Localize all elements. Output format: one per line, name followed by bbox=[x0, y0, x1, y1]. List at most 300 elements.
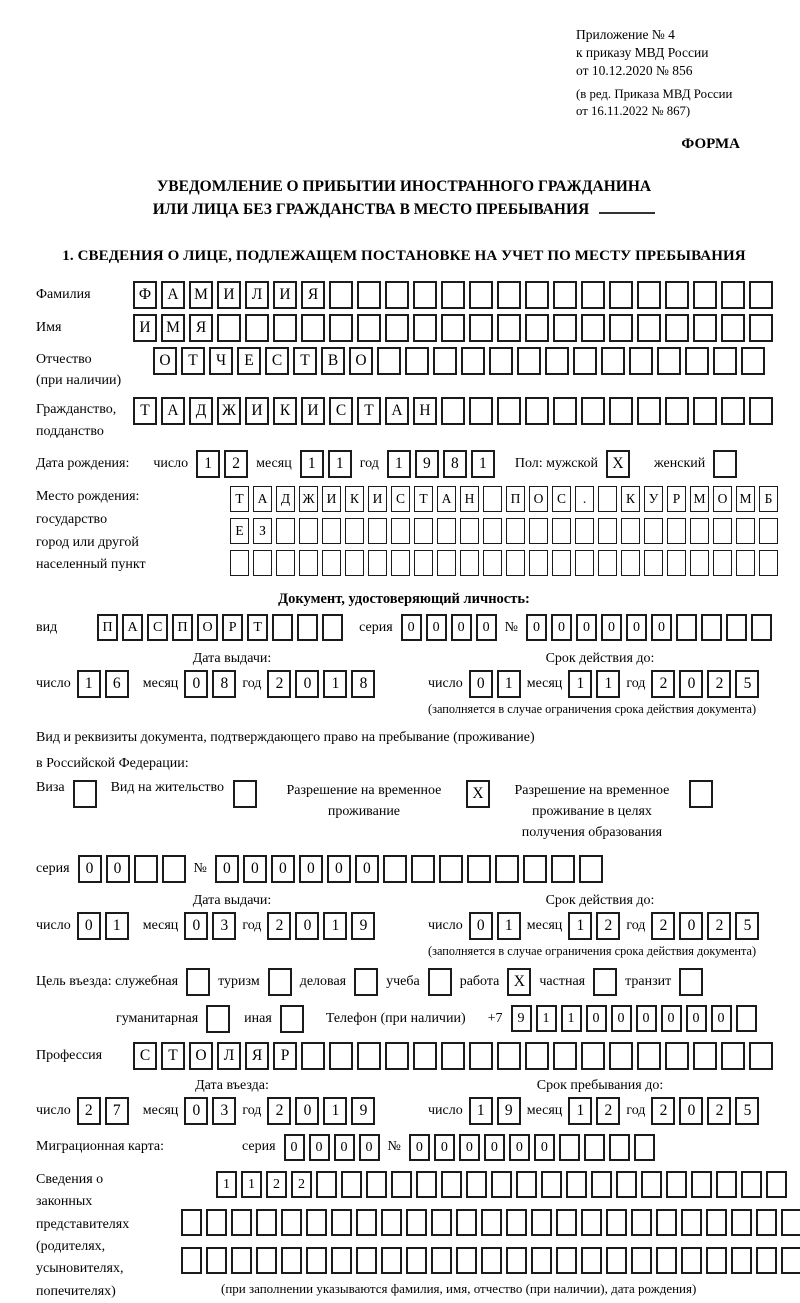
form-cell[interactable]: 1 bbox=[328, 450, 352, 478]
form-cell[interactable] bbox=[301, 1042, 325, 1070]
form-cell[interactable]: 0 bbox=[459, 1134, 480, 1161]
form-cell[interactable]: 0 bbox=[434, 1134, 455, 1161]
form-cell[interactable] bbox=[441, 314, 465, 342]
form-cell[interactable] bbox=[331, 1209, 352, 1236]
form-cell[interactable] bbox=[322, 550, 341, 576]
temp-residence-checkbox[interactable]: X bbox=[466, 780, 490, 808]
form-cell[interactable]: 1 bbox=[300, 450, 324, 478]
form-cell[interactable] bbox=[497, 1042, 521, 1070]
form-cell[interactable]: Н bbox=[460, 486, 479, 512]
form-cell[interactable] bbox=[391, 1171, 412, 1198]
form-cell[interactable]: 9 bbox=[511, 1005, 532, 1032]
form-cell[interactable] bbox=[631, 1209, 652, 1236]
form-cell[interactable] bbox=[483, 550, 502, 576]
form-cell[interactable] bbox=[575, 550, 594, 576]
form-cell[interactable] bbox=[461, 347, 485, 375]
form-cell[interactable]: О bbox=[713, 486, 732, 512]
form-cell[interactable] bbox=[606, 1247, 627, 1274]
form-cell[interactable] bbox=[601, 347, 625, 375]
form-cell[interactable]: И bbox=[273, 281, 297, 309]
form-cell[interactable]: 1 bbox=[387, 450, 411, 478]
form-cell[interactable] bbox=[676, 614, 697, 641]
form-cell[interactable]: 0 bbox=[626, 614, 647, 641]
form-cell[interactable] bbox=[329, 1042, 353, 1070]
form-cell[interactable]: 0 bbox=[106, 855, 130, 883]
form-cell[interactable] bbox=[781, 1247, 800, 1274]
form-cell[interactable]: 0 bbox=[526, 614, 547, 641]
form-cell[interactable] bbox=[556, 1209, 577, 1236]
form-cell[interactable]: Д bbox=[189, 397, 213, 425]
form-cell[interactable] bbox=[281, 1247, 302, 1274]
form-cell[interactable] bbox=[414, 518, 433, 544]
form-cell[interactable]: 2 bbox=[267, 1097, 291, 1125]
form-cell[interactable] bbox=[701, 614, 722, 641]
form-cell[interactable]: О bbox=[189, 1042, 213, 1070]
form-cell[interactable]: 0 bbox=[611, 1005, 632, 1032]
form-cell[interactable] bbox=[301, 314, 325, 342]
form-cell[interactable]: 9 bbox=[415, 450, 439, 478]
form-cell[interactable] bbox=[245, 314, 269, 342]
form-cell[interactable] bbox=[721, 314, 745, 342]
form-cell[interactable] bbox=[368, 550, 387, 576]
form-cell[interactable] bbox=[726, 614, 747, 641]
form-cell[interactable] bbox=[741, 347, 765, 375]
form-cell[interactable] bbox=[552, 518, 571, 544]
form-cell[interactable] bbox=[706, 1209, 727, 1236]
form-cell[interactable] bbox=[713, 518, 732, 544]
form-cell[interactable]: 6 bbox=[105, 670, 129, 698]
form-cell[interactable]: И bbox=[217, 281, 241, 309]
form-cell[interactable] bbox=[690, 550, 709, 576]
form-cell[interactable] bbox=[523, 855, 547, 883]
form-cell[interactable] bbox=[693, 1042, 717, 1070]
form-cell[interactable] bbox=[606, 1209, 627, 1236]
form-cell[interactable] bbox=[581, 281, 605, 309]
form-cell[interactable]: 0 bbox=[426, 614, 447, 641]
form-cell[interactable]: 8 bbox=[351, 670, 375, 698]
form-cell[interactable]: 1 bbox=[323, 1097, 347, 1125]
purpose-official-checkbox[interactable] bbox=[186, 968, 210, 996]
form-cell[interactable] bbox=[416, 1171, 437, 1198]
form-cell[interactable] bbox=[345, 550, 364, 576]
form-cell[interactable]: 2 bbox=[651, 670, 675, 698]
form-cell[interactable]: 0 bbox=[586, 1005, 607, 1032]
form-cell[interactable]: 1 bbox=[77, 670, 101, 698]
form-cell[interactable]: 0 bbox=[184, 670, 208, 698]
form-cell[interactable] bbox=[637, 314, 661, 342]
purpose-study-checkbox[interactable] bbox=[428, 968, 452, 996]
form-cell[interactable]: 2 bbox=[651, 912, 675, 940]
form-cell[interactable] bbox=[385, 314, 409, 342]
form-cell[interactable] bbox=[731, 1247, 752, 1274]
form-cell[interactable] bbox=[525, 397, 549, 425]
purpose-other-checkbox[interactable] bbox=[280, 1005, 304, 1033]
form-cell[interactable] bbox=[413, 314, 437, 342]
form-cell[interactable]: 0 bbox=[271, 855, 295, 883]
form-cell[interactable] bbox=[322, 518, 341, 544]
form-cell[interactable]: Б bbox=[759, 486, 778, 512]
form-cell[interactable]: 0 bbox=[355, 855, 379, 883]
form-cell[interactable]: 2 bbox=[224, 450, 248, 478]
form-cell[interactable] bbox=[357, 314, 381, 342]
purpose-work-checkbox[interactable]: X bbox=[507, 968, 531, 996]
form-cell[interactable]: М bbox=[690, 486, 709, 512]
form-cell[interactable] bbox=[357, 1042, 381, 1070]
form-cell[interactable] bbox=[666, 1171, 687, 1198]
form-cell[interactable]: 2 bbox=[707, 1097, 731, 1125]
form-cell[interactable]: 0 bbox=[295, 1097, 319, 1125]
form-cell[interactable]: 5 bbox=[735, 670, 759, 698]
form-cell[interactable]: 1 bbox=[469, 1097, 493, 1125]
form-cell[interactable]: А bbox=[253, 486, 272, 512]
form-cell[interactable]: Р bbox=[273, 1042, 297, 1070]
form-cell[interactable] bbox=[637, 281, 661, 309]
form-cell[interactable]: Ч bbox=[209, 347, 233, 375]
form-cell[interactable]: Я bbox=[301, 281, 325, 309]
form-cell[interactable] bbox=[433, 347, 457, 375]
form-cell[interactable]: 0 bbox=[78, 855, 102, 883]
form-cell[interactable]: О bbox=[349, 347, 373, 375]
form-cell[interactable]: М bbox=[736, 486, 755, 512]
form-cell[interactable] bbox=[559, 1134, 580, 1161]
form-cell[interactable]: Е bbox=[230, 518, 249, 544]
form-cell[interactable]: З bbox=[253, 518, 272, 544]
form-cell[interactable] bbox=[491, 1171, 512, 1198]
form-cell[interactable] bbox=[253, 550, 272, 576]
form-cell[interactable] bbox=[598, 486, 617, 512]
form-cell[interactable]: И bbox=[245, 397, 269, 425]
form-cell[interactable] bbox=[329, 281, 353, 309]
form-cell[interactable] bbox=[713, 550, 732, 576]
form-cell[interactable]: 0 bbox=[484, 1134, 505, 1161]
form-cell[interactable]: 1 bbox=[497, 670, 521, 698]
form-cell[interactable] bbox=[781, 1209, 800, 1236]
form-cell[interactable] bbox=[206, 1209, 227, 1236]
form-cell[interactable]: И bbox=[368, 486, 387, 512]
form-cell[interactable] bbox=[276, 550, 295, 576]
form-cell[interactable]: С bbox=[147, 614, 168, 641]
form-cell[interactable]: О bbox=[529, 486, 548, 512]
form-cell[interactable]: М bbox=[161, 314, 185, 342]
form-cell[interactable] bbox=[460, 550, 479, 576]
form-cell[interactable] bbox=[609, 314, 633, 342]
form-cell[interactable]: 0 bbox=[509, 1134, 530, 1161]
form-cell[interactable]: 1 bbox=[196, 450, 220, 478]
form-cell[interactable]: Ф bbox=[133, 281, 157, 309]
form-cell[interactable]: 3 bbox=[212, 912, 236, 940]
form-cell[interactable] bbox=[616, 1171, 637, 1198]
form-cell[interactable]: 1 bbox=[323, 912, 347, 940]
form-cell[interactable]: Р bbox=[667, 486, 686, 512]
form-cell[interactable]: 1 bbox=[568, 912, 592, 940]
form-cell[interactable] bbox=[529, 550, 548, 576]
form-cell[interactable] bbox=[644, 550, 663, 576]
form-cell[interactable] bbox=[481, 1247, 502, 1274]
form-cell[interactable] bbox=[391, 550, 410, 576]
form-cell[interactable] bbox=[693, 397, 717, 425]
form-cell[interactable] bbox=[731, 1209, 752, 1236]
form-cell[interactable]: П bbox=[506, 486, 525, 512]
form-cell[interactable]: П bbox=[172, 614, 193, 641]
form-cell[interactable]: 3 bbox=[212, 1097, 236, 1125]
form-cell[interactable] bbox=[497, 397, 521, 425]
form-cell[interactable] bbox=[629, 347, 653, 375]
form-cell[interactable] bbox=[556, 1247, 577, 1274]
form-cell[interactable] bbox=[297, 614, 318, 641]
form-cell[interactable] bbox=[525, 314, 549, 342]
form-cell[interactable] bbox=[331, 1247, 352, 1274]
form-cell[interactable]: 9 bbox=[497, 1097, 521, 1125]
form-cell[interactable] bbox=[299, 518, 318, 544]
form-cell[interactable] bbox=[329, 314, 353, 342]
residence-permit-checkbox[interactable] bbox=[233, 780, 257, 808]
form-cell[interactable] bbox=[749, 314, 773, 342]
form-cell[interactable]: К bbox=[273, 397, 297, 425]
form-cell[interactable] bbox=[759, 518, 778, 544]
form-cell[interactable]: И bbox=[301, 397, 325, 425]
form-cell[interactable]: А bbox=[161, 281, 185, 309]
form-cell[interactable] bbox=[385, 1042, 409, 1070]
form-cell[interactable]: 0 bbox=[215, 855, 239, 883]
form-cell[interactable]: Л bbox=[245, 281, 269, 309]
form-cell[interactable] bbox=[690, 518, 709, 544]
form-cell[interactable] bbox=[276, 518, 295, 544]
form-cell[interactable]: А bbox=[385, 397, 409, 425]
form-cell[interactable]: К bbox=[345, 486, 364, 512]
form-cell[interactable] bbox=[609, 281, 633, 309]
form-cell[interactable] bbox=[356, 1209, 377, 1236]
form-cell[interactable]: 0 bbox=[476, 614, 497, 641]
form-cell[interactable]: А bbox=[122, 614, 143, 641]
form-cell[interactable] bbox=[681, 1247, 702, 1274]
form-cell[interactable]: 2 bbox=[266, 1171, 287, 1198]
form-cell[interactable] bbox=[306, 1247, 327, 1274]
form-cell[interactable]: Н bbox=[413, 397, 437, 425]
form-cell[interactable]: 2 bbox=[651, 1097, 675, 1125]
form-cell[interactable] bbox=[721, 397, 745, 425]
form-cell[interactable]: Т bbox=[357, 397, 381, 425]
form-cell[interactable] bbox=[609, 397, 633, 425]
purpose-transit-checkbox[interactable] bbox=[679, 968, 703, 996]
form-cell[interactable] bbox=[406, 1247, 427, 1274]
form-cell[interactable] bbox=[756, 1209, 777, 1236]
form-cell[interactable]: К bbox=[621, 486, 640, 512]
form-cell[interactable] bbox=[495, 855, 519, 883]
purpose-tourism-checkbox[interactable] bbox=[268, 968, 292, 996]
form-cell[interactable] bbox=[531, 1247, 552, 1274]
form-cell[interactable] bbox=[637, 397, 661, 425]
form-cell[interactable] bbox=[506, 518, 525, 544]
form-cell[interactable] bbox=[516, 1171, 537, 1198]
form-cell[interactable] bbox=[749, 1042, 773, 1070]
form-cell[interactable] bbox=[517, 347, 541, 375]
form-cell[interactable] bbox=[553, 314, 577, 342]
form-cell[interactable] bbox=[759, 550, 778, 576]
form-cell[interactable] bbox=[553, 397, 577, 425]
form-cell[interactable] bbox=[413, 281, 437, 309]
form-cell[interactable]: Т bbox=[230, 486, 249, 512]
form-cell[interactable]: В bbox=[321, 347, 345, 375]
form-cell[interactable]: 0 bbox=[299, 855, 323, 883]
form-cell[interactable] bbox=[644, 518, 663, 544]
form-cell[interactable]: 0 bbox=[243, 855, 267, 883]
form-cell[interactable]: О bbox=[153, 347, 177, 375]
form-cell[interactable] bbox=[656, 1209, 677, 1236]
form-cell[interactable] bbox=[656, 1247, 677, 1274]
form-cell[interactable] bbox=[706, 1247, 727, 1274]
form-cell[interactable]: 0 bbox=[679, 1097, 703, 1125]
form-cell[interactable]: 1 bbox=[497, 912, 521, 940]
form-cell[interactable] bbox=[581, 397, 605, 425]
form-cell[interactable]: 5 bbox=[735, 1097, 759, 1125]
form-cell[interactable]: 7 bbox=[105, 1097, 129, 1125]
form-cell[interactable]: 1 bbox=[241, 1171, 262, 1198]
form-cell[interactable]: 0 bbox=[636, 1005, 657, 1032]
form-cell[interactable] bbox=[206, 1247, 227, 1274]
form-cell[interactable] bbox=[231, 1247, 252, 1274]
form-cell[interactable] bbox=[766, 1171, 787, 1198]
form-cell[interactable] bbox=[381, 1247, 402, 1274]
form-cell[interactable]: 0 bbox=[327, 855, 351, 883]
form-cell[interactable]: 2 bbox=[291, 1171, 312, 1198]
form-cell[interactable] bbox=[483, 486, 502, 512]
form-cell[interactable] bbox=[756, 1247, 777, 1274]
form-cell[interactable] bbox=[506, 1247, 527, 1274]
form-cell[interactable]: . bbox=[575, 486, 594, 512]
form-cell[interactable] bbox=[456, 1247, 477, 1274]
form-cell[interactable] bbox=[736, 550, 755, 576]
form-cell[interactable] bbox=[575, 518, 594, 544]
form-cell[interactable] bbox=[437, 518, 456, 544]
form-cell[interactable] bbox=[609, 1134, 630, 1161]
form-cell[interactable] bbox=[581, 1042, 605, 1070]
form-cell[interactable]: 0 bbox=[184, 1097, 208, 1125]
form-cell[interactable] bbox=[553, 1042, 577, 1070]
form-cell[interactable]: 8 bbox=[212, 670, 236, 698]
form-cell[interactable] bbox=[306, 1209, 327, 1236]
gender-female-checkbox[interactable] bbox=[713, 450, 737, 478]
form-cell[interactable] bbox=[497, 314, 521, 342]
form-cell[interactable]: 0 bbox=[309, 1134, 330, 1161]
form-cell[interactable]: 1 bbox=[471, 450, 495, 478]
form-cell[interactable] bbox=[391, 518, 410, 544]
form-cell[interactable] bbox=[693, 314, 717, 342]
form-cell[interactable] bbox=[566, 1171, 587, 1198]
purpose-humanitarian-checkbox[interactable] bbox=[206, 1005, 230, 1033]
form-cell[interactable] bbox=[581, 1247, 602, 1274]
form-cell[interactable] bbox=[721, 281, 745, 309]
form-cell[interactable] bbox=[256, 1247, 277, 1274]
form-cell[interactable]: 2 bbox=[596, 912, 620, 940]
form-cell[interactable]: 0 bbox=[551, 614, 572, 641]
form-cell[interactable] bbox=[256, 1209, 277, 1236]
form-cell[interactable]: 9 bbox=[351, 912, 375, 940]
form-cell[interactable] bbox=[581, 314, 605, 342]
form-cell[interactable]: 0 bbox=[359, 1134, 380, 1161]
form-cell[interactable] bbox=[441, 281, 465, 309]
form-cell[interactable]: Т bbox=[414, 486, 433, 512]
form-cell[interactable]: М bbox=[189, 281, 213, 309]
form-cell[interactable] bbox=[469, 397, 493, 425]
form-cell[interactable]: Т bbox=[133, 397, 157, 425]
form-cell[interactable] bbox=[230, 550, 249, 576]
form-cell[interactable]: 0 bbox=[534, 1134, 555, 1161]
form-cell[interactable] bbox=[553, 281, 577, 309]
purpose-business-checkbox[interactable] bbox=[354, 968, 378, 996]
form-cell[interactable]: 0 bbox=[401, 614, 422, 641]
form-cell[interactable] bbox=[736, 518, 755, 544]
form-cell[interactable] bbox=[749, 281, 773, 309]
form-cell[interactable] bbox=[525, 281, 549, 309]
form-cell[interactable]: 0 bbox=[295, 912, 319, 940]
form-cell[interactable]: 2 bbox=[707, 670, 731, 698]
form-cell[interactable] bbox=[316, 1171, 337, 1198]
form-cell[interactable]: С bbox=[265, 347, 289, 375]
form-cell[interactable]: А bbox=[437, 486, 456, 512]
form-cell[interactable] bbox=[621, 550, 640, 576]
form-cell[interactable] bbox=[406, 1209, 427, 1236]
form-cell[interactable]: 0 bbox=[679, 670, 703, 698]
form-cell[interactable]: 0 bbox=[295, 670, 319, 698]
form-cell[interactable] bbox=[665, 281, 689, 309]
form-cell[interactable]: У bbox=[644, 486, 663, 512]
form-cell[interactable] bbox=[437, 550, 456, 576]
form-cell[interactable] bbox=[431, 1247, 452, 1274]
form-cell[interactable]: И bbox=[133, 314, 157, 342]
form-cell[interactable]: 0 bbox=[451, 614, 472, 641]
form-cell[interactable] bbox=[467, 855, 491, 883]
form-cell[interactable] bbox=[466, 1171, 487, 1198]
form-cell[interactable] bbox=[181, 1247, 202, 1274]
form-cell[interactable] bbox=[552, 550, 571, 576]
form-cell[interactable] bbox=[579, 855, 603, 883]
form-cell[interactable]: Р bbox=[222, 614, 243, 641]
form-cell[interactable]: 1 bbox=[105, 912, 129, 940]
form-cell[interactable] bbox=[665, 397, 689, 425]
form-cell[interactable]: 0 bbox=[679, 912, 703, 940]
form-cell[interactable]: Я bbox=[245, 1042, 269, 1070]
form-cell[interactable] bbox=[414, 550, 433, 576]
form-cell[interactable] bbox=[377, 347, 401, 375]
form-cell[interactable] bbox=[581, 1209, 602, 1236]
form-cell[interactable]: 2 bbox=[267, 912, 291, 940]
form-cell[interactable] bbox=[441, 397, 465, 425]
form-cell[interactable] bbox=[217, 314, 241, 342]
form-cell[interactable]: И bbox=[322, 486, 341, 512]
form-cell[interactable]: А bbox=[161, 397, 185, 425]
form-cell[interactable] bbox=[345, 518, 364, 544]
form-cell[interactable]: 0 bbox=[284, 1134, 305, 1161]
form-cell[interactable] bbox=[439, 855, 463, 883]
form-cell[interactable] bbox=[525, 1042, 549, 1070]
form-cell[interactable] bbox=[356, 1247, 377, 1274]
form-cell[interactable]: 5 bbox=[735, 912, 759, 940]
form-cell[interactable] bbox=[273, 314, 297, 342]
form-cell[interactable] bbox=[381, 1209, 402, 1236]
form-cell[interactable]: Л bbox=[217, 1042, 241, 1070]
form-cell[interactable] bbox=[506, 1209, 527, 1236]
form-cell[interactable]: Ж bbox=[217, 397, 241, 425]
form-cell[interactable] bbox=[497, 281, 521, 309]
form-cell[interactable]: 1 bbox=[536, 1005, 557, 1032]
form-cell[interactable] bbox=[134, 855, 158, 883]
form-cell[interactable] bbox=[641, 1171, 662, 1198]
form-cell[interactable]: 0 bbox=[651, 614, 672, 641]
form-cell[interactable] bbox=[598, 550, 617, 576]
form-cell[interactable]: Т bbox=[293, 347, 317, 375]
form-cell[interactable] bbox=[573, 347, 597, 375]
form-cell[interactable] bbox=[405, 347, 429, 375]
